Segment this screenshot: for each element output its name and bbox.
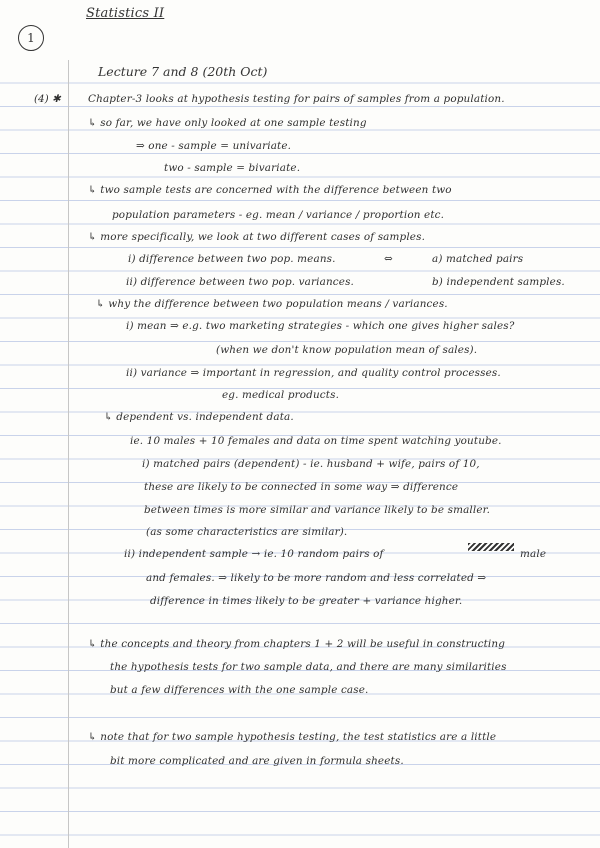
note-line: population parameters - eg. mean / variance / proportion etc. [112, 209, 445, 221]
note-line: ii) variance ⇒ important in regression, and quality control processes. [126, 367, 501, 379]
note-line: ie. 10 males + 10 females and data on time spent watching youtube. [130, 435, 502, 447]
note-line: ii) difference between two pop. variances. [126, 276, 354, 288]
note-line: i) difference between two pop. means. [128, 253, 336, 265]
note-line: ⇔ [384, 253, 393, 265]
note-line: and females. ⇒ likely to be more random and less correlated ⇒ [146, 572, 487, 584]
page-number: 1 [18, 25, 44, 51]
note-line: ↳ two sample tests are concerned with the difference between two [88, 184, 452, 196]
note-line: difference in times likely to be greater + variance higher. [150, 595, 463, 607]
note-line: Chapter-3 looks at hypothesis testing for pairs of samples from a population. [88, 93, 505, 105]
note-line: bit more complicated and are given in formula sheets. [110, 755, 404, 767]
lecture-heading: Lecture 7 and 8 (20th Oct) [98, 64, 268, 79]
note-line: b) independent samples. [432, 276, 565, 288]
note-line: ↳ note that for two sample hypothesis testing, the test statistics are a little [88, 731, 497, 743]
crossed-out-text [468, 543, 514, 551]
note-line: ↳ the concepts and theory from chapters 1 + 2 will be useful in constructing [88, 638, 506, 650]
note-line: i) matched pairs (dependent) - ie. husband + wife, pairs of 10, [142, 458, 480, 470]
page-title: Statistics II [86, 6, 165, 21]
note-line: i) mean ⇒ e.g. two marketing strategies - which one gives higher sales? [126, 320, 515, 332]
note-line: (when we don't know population mean of sales). [216, 344, 478, 356]
note-line: these are likely to be connected in some way ⇒ difference [144, 481, 459, 493]
note-line: (as some characteristics are similar). [146, 526, 348, 538]
note-line: two - sample = bivariate. [164, 162, 301, 174]
note-line: ↳ more specifically, we look at two different cases of samples. [88, 231, 426, 243]
note-line: ↳ so far, we have only looked at one sample testing [88, 117, 367, 129]
note-line: ↳ dependent vs. independent data. [104, 411, 294, 423]
note-line: ii) independent sample → ie. 10 random pairs of [124, 548, 384, 560]
margin-line [68, 0, 69, 848]
note-line: ↳ why the difference between two population means / variances. [96, 298, 448, 310]
note-line: eg. medical products. [222, 389, 340, 401]
note-line: between times is more similar and variance likely to be smaller. [144, 504, 491, 516]
note-line: a) matched pairs [432, 253, 524, 265]
note-line: male [520, 548, 547, 560]
note-line: ⇒ one - sample = univariate. [136, 140, 292, 152]
note-line: the hypothesis tests for two sample data, and there are many similarities [110, 661, 507, 673]
side-marker: (4) ✱ [34, 93, 61, 105]
note-line: but a few differences with the one sample case. [110, 684, 369, 696]
